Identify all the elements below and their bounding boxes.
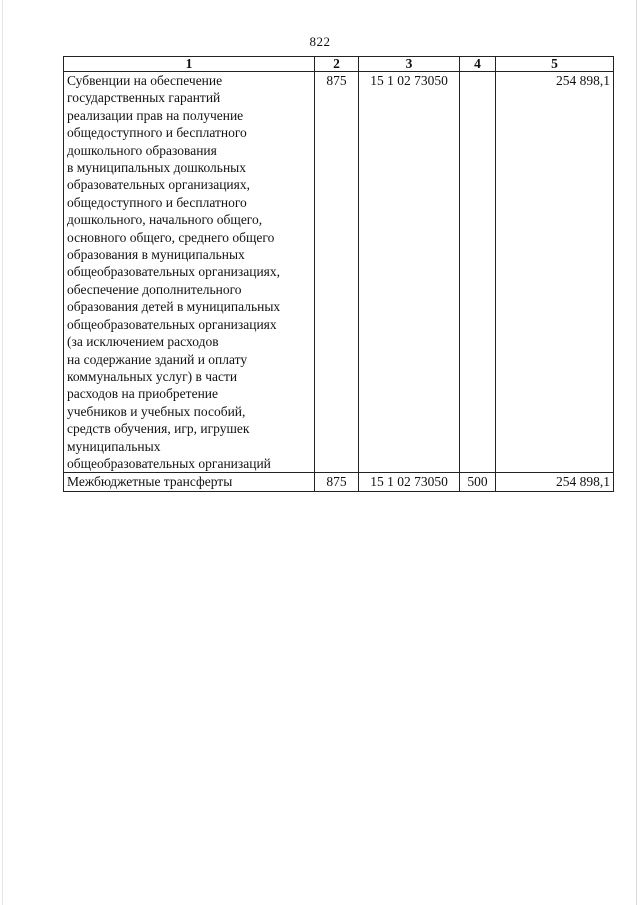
header-col-3: 3 <box>359 57 460 72</box>
header-col-2: 2 <box>315 57 359 72</box>
row-target-article: 15 1 02 73050 <box>359 473 460 491</box>
row-target-article: 15 1 02 73050 <box>359 72 460 473</box>
scan-edge-left <box>2 0 3 905</box>
scan-edge-right <box>636 0 637 905</box>
header-col-4: 4 <box>460 57 496 72</box>
row-ministry-code: 875 <box>315 473 359 491</box>
page-number: 822 <box>309 34 331 49</box>
row-description: Субвенции на обеспечение государственных гарантий реализации прав на получение общедоступного и бесплатного дошкольного образования в муниципальных дошкольных образовательных организациях, общедоступного и бесплатного дошкольного, начального общего, основного общего, среднего общего образования в муниципальных общеобразовательных организациях, обеспечение дополнительного образования детей в муниципальных общеобразовательных организациях (за исключением расходов на содержание зданий и оплату коммунальных услуг) в части расходов на приобретение учебников и учебных пособий, средств обучения, игр, игрушек муниципальных общеобразовательных организаций <box>64 72 315 473</box>
row-amount: 254 898,1 <box>496 72 614 473</box>
row-expense-type: 500 <box>460 473 496 491</box>
row-description: Межбюджетные трансферты <box>64 473 315 491</box>
header-col-1: 1 <box>64 57 315 72</box>
row-expense-type <box>460 72 496 473</box>
row-amount: 254 898,1 <box>496 473 614 491</box>
row-ministry-code: 875 <box>315 72 359 473</box>
header-col-5: 5 <box>496 57 614 72</box>
table-row <box>64 473 614 491</box>
table-row <box>64 72 614 473</box>
table-header-row <box>64 57 614 72</box>
budget-table <box>63 56 614 492</box>
